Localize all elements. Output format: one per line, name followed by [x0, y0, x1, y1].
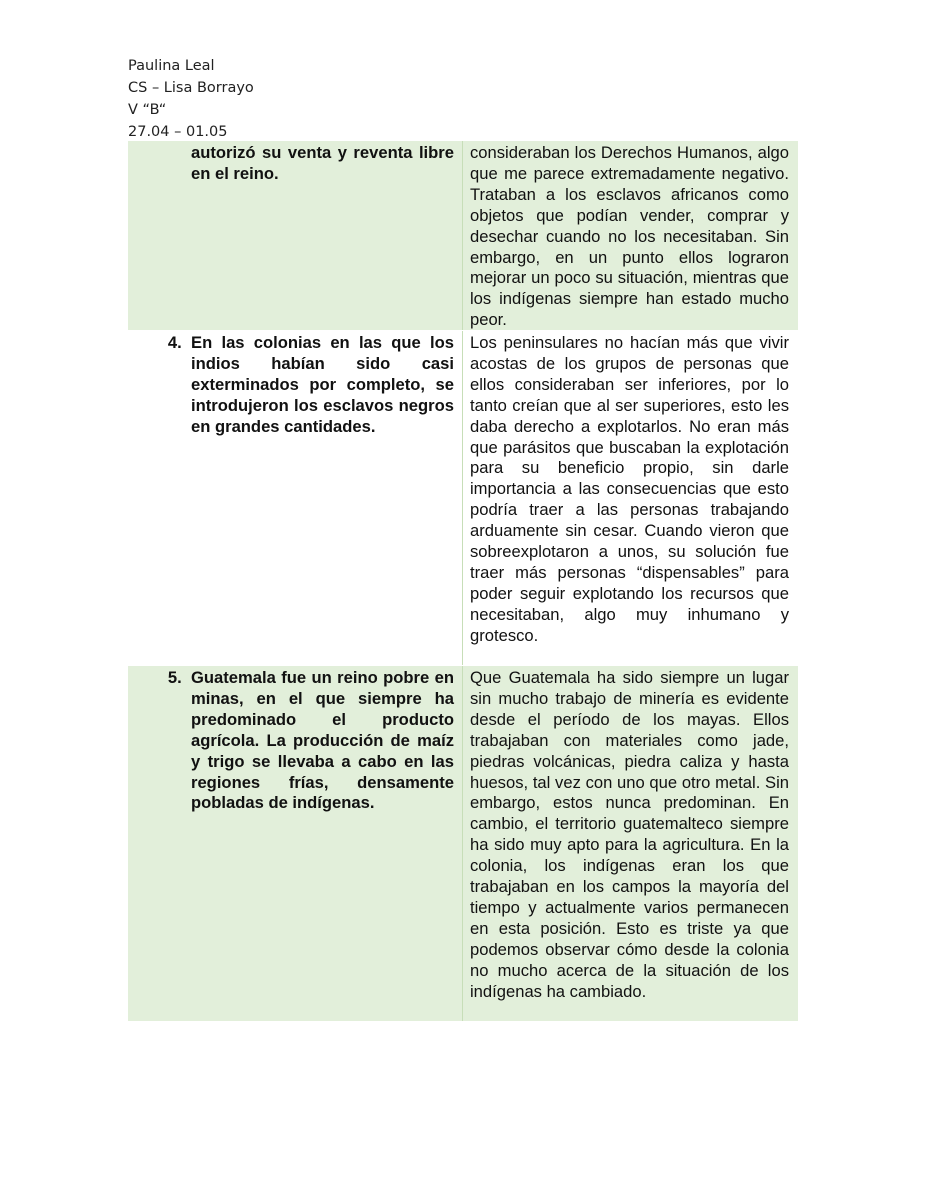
analysis-table	[128, 141, 798, 1022]
item-number: 5.	[167, 668, 182, 687]
document-header	[128, 55, 254, 143]
statement-cell	[128, 141, 463, 330]
comment-cell: Que Guatemala ha sido siempre un lugar sin mucho trabajo de minería es evidente desde el período de los mayas. Ellos trabajaban con materiales como jade, piedras volcánicas, piedra caliza y hasta huesos, tal vez con uno que otro metal. Sin embargo, estos nunca predominan. En cambio, el territorio guatemalteco siempre ha sido muy apto para la agricultura. En la colonia, los indígenas eran los que trabajaban en los campos la mayoría del tiempo y actualmente varios permanecen en esta posición. Esto es triste ya que podemos observar cómo desde la colonia no mucho acerca de la situación de los indígenas ha cambiado.	[470, 668, 789, 1001]
date-range: 27.04 – 01.05	[128, 124, 228, 140]
statement-cell	[128, 331, 463, 665]
statement-text: autorizó su venta y reventa libre en el reino.	[191, 143, 454, 183]
item-number	[128, 143, 191, 185]
comment-cell: Los peninsulares no hacían más que vivir acostas de los grupos de personas que ellos consideraban ser inferiores, por lo tanto creían que al ser superiores, esto les daba derecho a explotarlos. No eran más que parásitos que buscaban la explotación para su beneficio propio, sin darle importancia a las consecuencias que esto podría traer a las personas trabajando arduamente sin cesar. Cuando vieron que sobreexplotaron a unos, su solución fue traer más personas “dispensables” para poder seguir explotando los recursos que necesitaban, algo muy inhumano y grotesco.	[470, 333, 789, 645]
course-teacher: CS – Lisa Borrayo	[128, 80, 254, 96]
student-name: Paulina Leal	[128, 58, 215, 74]
table-row	[128, 141, 798, 331]
comment-cell: consideraban los Derechos Humanos, algo que me parece extremadamente negativo. Trataban a los esclavos africanos como objetos que podían vender, comprar y desechar cuando no los necesitaban. Sin embargo, en un punto ellos lograron mejorar un poco su situación, mientras que los indígenas siempre han estado mucho peor.	[470, 143, 789, 330]
statement-cell	[128, 666, 463, 1021]
grade-section: V “B“	[128, 102, 167, 118]
statement-text: Guatemala fue un reino pobre en minas, en el que siempre ha predominado el producto agrícola. La producción de maíz y trigo se llevaba a cabo en las regiones frías, densamente pobladas de indígenas.	[191, 668, 454, 813]
statement-text: En las colonias en las que los indios habían sido casi exterminados por completo, se introdujeron los esclavos negros en grandes cantidades.	[191, 333, 454, 436]
table-row	[128, 666, 798, 1022]
item-number: 4.	[167, 333, 182, 352]
table-row	[128, 331, 798, 666]
